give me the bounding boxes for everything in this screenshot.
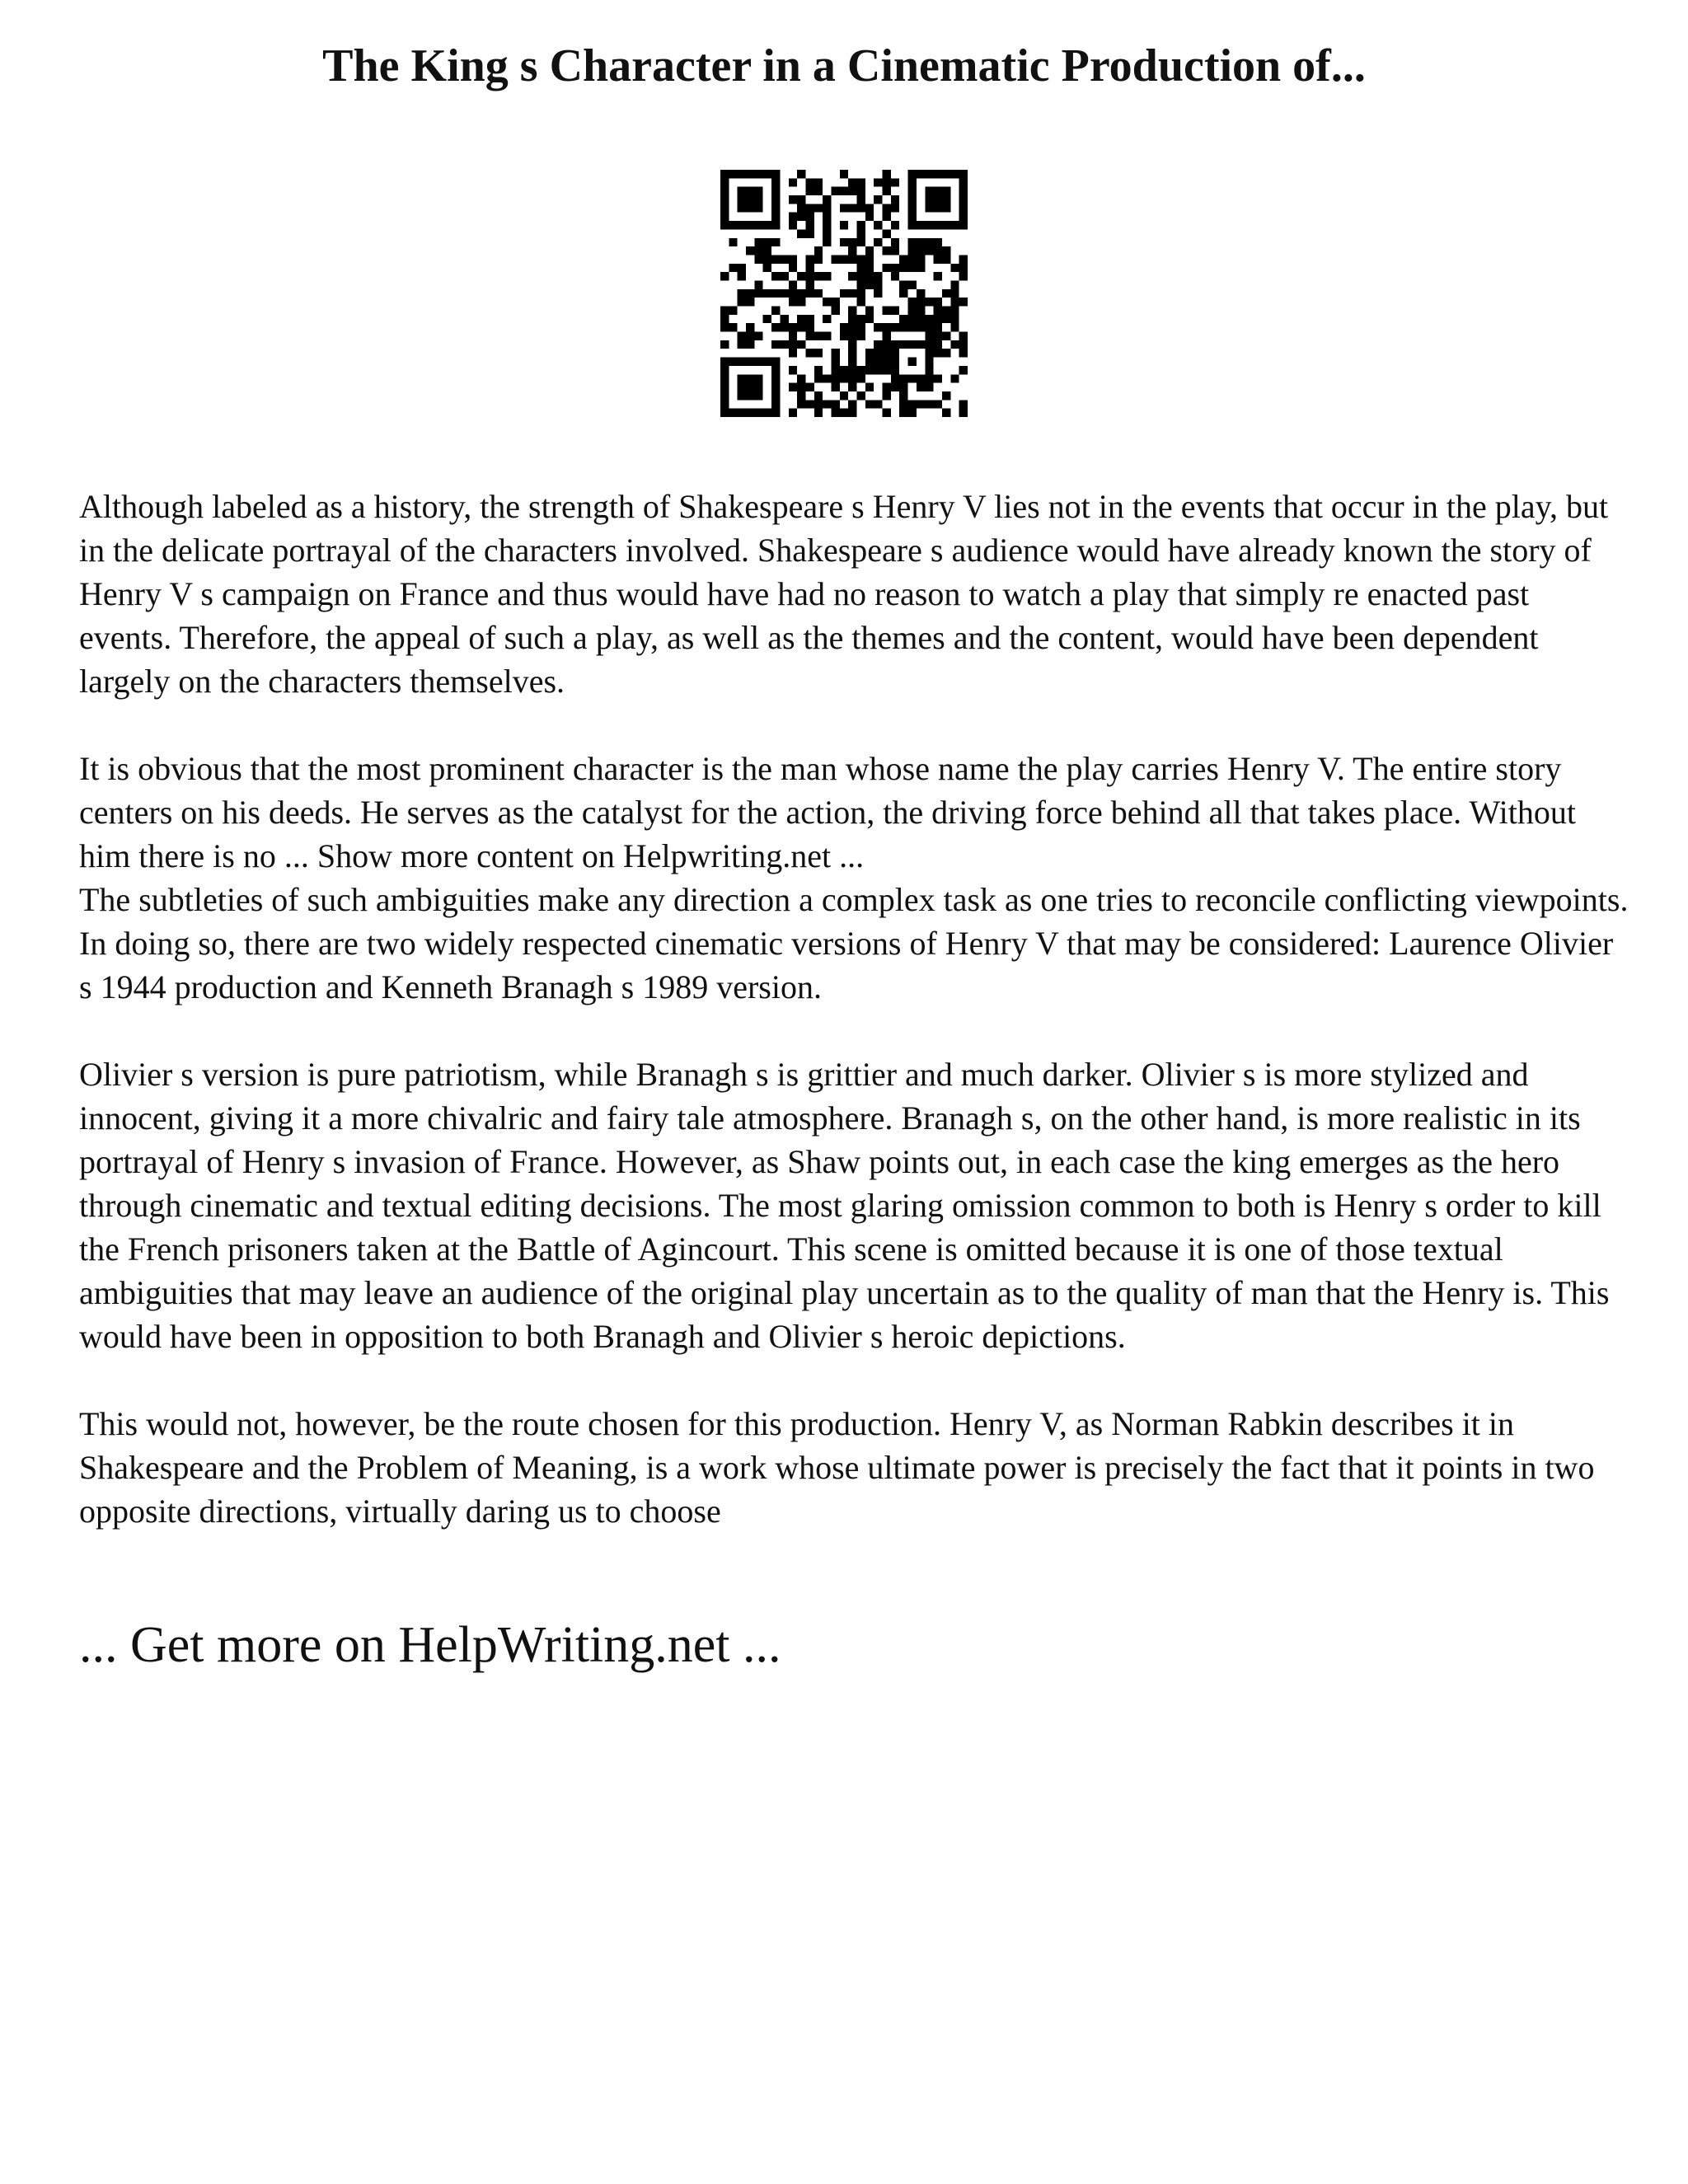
paragraph-5: This would not, however, be the route chosen for this production. Henry V, as Norman Rabkin describes it in Shakespeare and the Problem of Meaning, is a work whose ultimate power is precisely the fact that it points in two opposite directions, virtually daring us to choose [79, 1405, 1595, 1530]
paragraph-gap [79, 1358, 1629, 1402]
paragraph-gap [79, 703, 1629, 747]
paragraph-2: It is obvious that the most prominent character is the man whose name the play carries Henry V. The entire story centers on his deeds. He serves as the catalyst for the action, the driving force behind all that takes place. Without him there is no ... Show more content on Helpwriting.net ... [79, 750, 1576, 874]
paragraph-4: Olivier s version is pure patriotism, while Branagh s is grittier and much darker. Olivier s is more stylized and innocent, giving it a more chivalric and fairy tale atmosphere. Branagh s, on the other hand, is more realistic in its portrayal of Henry s invasion of France. However, as Shaw points out, in each case the king emerges as the hero through cinematic and textual editing decisions. The most glaring omission common to both is Henry s order to kill the French prisoners taken at the Battle of Agincourt. This scene is omitted because it is one of those textual ambiguities that may leave an audience of the original play uncertain as to the quality of man that the Henry is. This would have been in opposition to both Branagh and Olivier s heroic depictions. [79, 1056, 1610, 1355]
get-more-link[interactable]: ... Get more on HelpWriting.net ... [79, 1617, 781, 1673]
paragraph-1: Although labeled as a history, the strength of Shakespeare s Henry V lies not in the events that occur in the play, but in the delicate portrayal of the characters involved. Shakespeare s audience would have already known the story of Henry V s campaign on France and thus would have had no reason to watch a play that simply re enacted past events. Therefore, the appeal of such a play, as well as the themes and the content, would have been dependent largely on the characters themselves. [79, 488, 1609, 700]
article-body [79, 485, 1629, 1533]
qr-code-icon [720, 170, 968, 417]
paragraph-3: The subtleties of such ambiguities make any direction a complex task as one tries to reconcile conflicting viewpoints. In doing so, there are two widely respected cinematic versions of Henry V that may be considered: Laurence Olivier s 1944 production and Kenneth Branagh s 1989 version. [79, 881, 1629, 1005]
page-title: The King s Character in a Cinematic Production of... [322, 40, 1366, 91]
paragraph-gap [79, 1009, 1629, 1052]
